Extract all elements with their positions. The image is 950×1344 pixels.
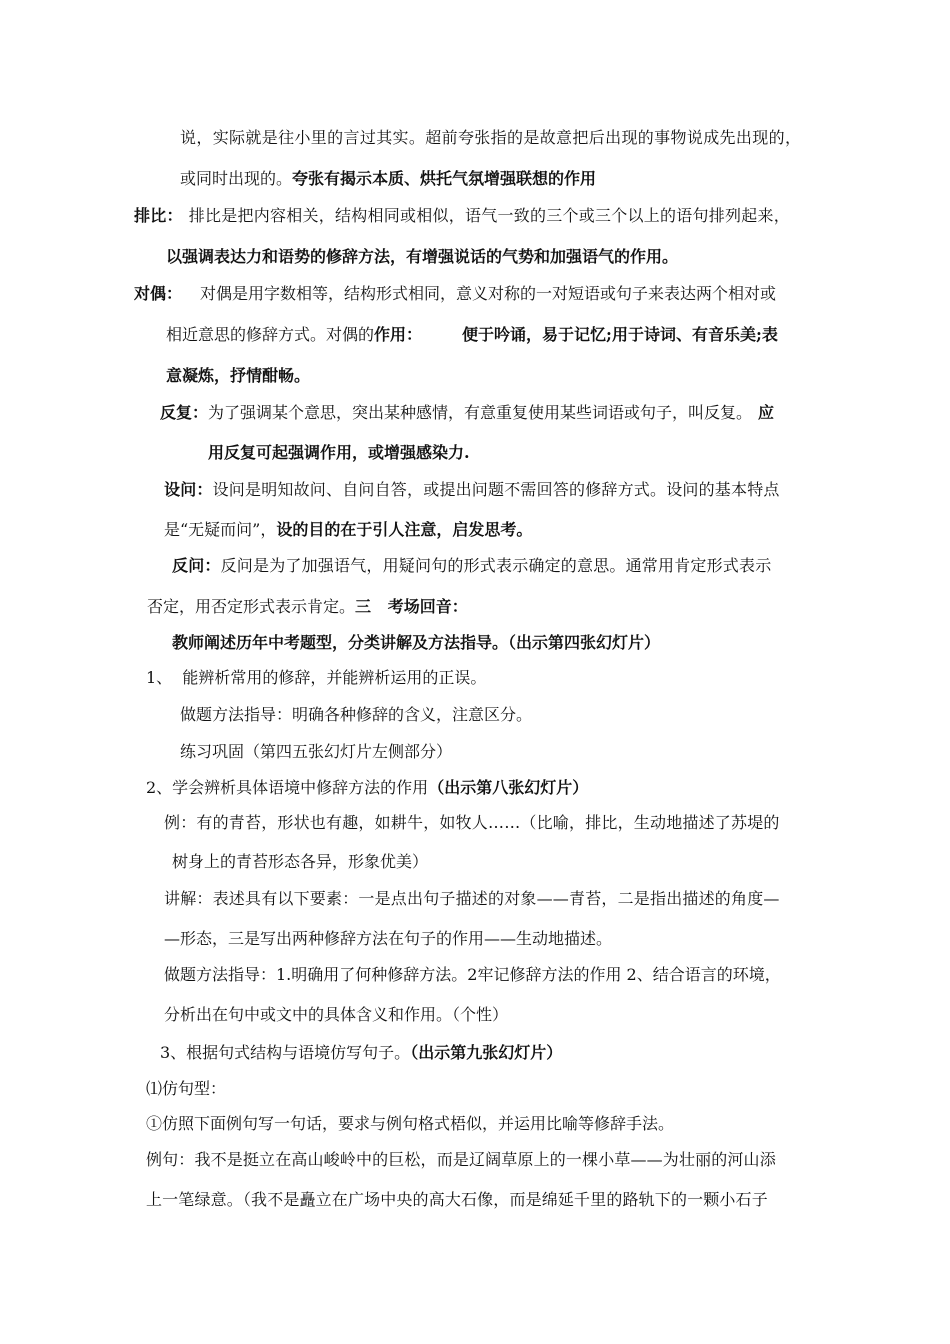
text-span: 反问是为了加强语气，用疑问句的形式表示确定的意思。通常用肯定形式表示 — [220, 556, 772, 575]
text-span: 2、学会辨析具体语境中修辞方法的作用 — [146, 778, 429, 797]
text-line — [146, 1190, 768, 1210]
text-span: 例：有的青苔，形状也有趣，如耕牛，如牧人……（比喻，排比，生动地描述了苏堤的 — [164, 813, 780, 832]
text-span: 设问是明知故问、自问自答，或提出问题不需回答的修辞方式。设问的基本特点 — [212, 480, 780, 499]
bold-text: 意凝炼，抒情酣畅。 — [166, 366, 311, 385]
text-line — [146, 1150, 776, 1170]
bold-text: （出示第八张幻灯片） — [428, 778, 589, 797]
term-fanwen: 反问： — [172, 556, 221, 575]
text-line — [180, 169, 596, 189]
text-line — [146, 1079, 226, 1099]
text-line — [164, 929, 612, 949]
bold-text: 应 — [758, 403, 775, 422]
text-span: 3、根据句式结构与语境仿写句子。 — [160, 1043, 411, 1062]
text-line — [166, 325, 778, 345]
text-span: 1、 能辨析常用的修辞，并能辨析运用的正误。 — [146, 668, 487, 687]
bold-text: 设的目的在于引人注意，启发思考。 — [276, 520, 533, 539]
text-span: 否定，用否定形式表示肯定。 — [147, 597, 356, 616]
text-span: 为了强调某个意思，突出某种感情，有意重复使用某些词语或句子，叫反复。 — [208, 403, 753, 422]
bold-text: 以强调表达力和语势的修辞方法，有增强说话的气势和加强语气的作用。 — [166, 247, 679, 266]
text-line — [146, 668, 486, 688]
bold-text: 夸张有揭示本质、烘托气氛增强联想的作用 — [292, 169, 597, 188]
text-span: 排比是把内容相关，结构相同或相似，语气一致的三个或三个以上的语句排列起来， — [188, 206, 791, 225]
text-span: 做题方法指导：1.明确用了何种修辞方法。2牢记修辞方法的作用 2、结合语言的环境， — [164, 965, 781, 984]
bold-text: （出示第九张幻灯片） — [410, 1043, 563, 1062]
section-heading: 三 考场回音： — [355, 597, 468, 616]
bold-text: 便于吟诵，易于记忆;用于诗词、有音乐美;表 — [462, 325, 778, 344]
text-line — [164, 520, 532, 540]
text-line — [164, 480, 780, 500]
text-span: 树身上的青苔形态各异，形象优美） — [172, 852, 429, 871]
text-line — [164, 965, 781, 985]
text-line — [180, 128, 801, 148]
text-line — [160, 403, 774, 423]
text-span: 讲解：表述具有以下要素：一是点出句子描述的对象——青苔，二是指出描述的角度— — [164, 889, 780, 908]
text-span: 分析出在句中或文中的具体含义和作用。（个性） — [164, 1005, 509, 1024]
text-line — [164, 1005, 508, 1025]
text-line — [166, 366, 310, 386]
text-span: 例句：我不是挺立在高山峻岭中的巨松，而是辽阔草原上的一棵小草——为壮丽的河山添 — [146, 1150, 776, 1169]
text-line — [160, 1043, 562, 1063]
text-span: 上一笔绿意。（我不是矗立在广场中央的高大石像，而是绵延千里的路轨下的一颗小石子 — [146, 1190, 768, 1209]
text-line — [134, 206, 790, 226]
text-span: —形态，三是写出两种修辞方法在句子的作用——生动地描述。 — [164, 929, 613, 948]
text-span: 或同时出现的。 — [180, 169, 293, 188]
text-span: 说，实际就是往小里的言过其实。超前夸张指的是故意把后出现的事物说成先出现的， — [180, 128, 802, 147]
text-line — [147, 597, 468, 617]
text-span: 相近意思的修辞方式。对偶的 — [166, 325, 375, 344]
text-line — [146, 1114, 674, 1134]
text-line — [164, 813, 780, 833]
text-span: 是“无疑而问”， — [164, 520, 277, 539]
text-line — [172, 852, 428, 872]
text-line — [172, 633, 660, 653]
term-duiou: 对偶： — [134, 284, 183, 303]
bold-text: 用反复可起强调作用，或增强感染力. — [208, 443, 470, 462]
text-line — [180, 705, 532, 725]
term-shewen: 设问： — [164, 480, 213, 499]
term-paibi: 排比： — [134, 206, 183, 225]
bold-text: 教师阐述历年中考题型，分类讲解及方法指导。（出示第四张幻灯片） — [172, 633, 661, 652]
text-line — [146, 778, 588, 798]
bold-text: 作用： — [374, 325, 423, 344]
text-line — [164, 889, 780, 909]
text-span: 做题方法指导：明确各种修辞的含义，注意区分。 — [180, 705, 533, 724]
text-line — [208, 443, 470, 463]
text-line — [180, 742, 452, 762]
text-span: ①仿照下面例句写一句话，要求与例句格式梧似，并运用比喻等修辞手法。 — [146, 1114, 675, 1133]
term-fanfu: 反复： — [160, 403, 209, 422]
text-line — [172, 556, 771, 576]
text-span: ⑴仿句型： — [146, 1079, 227, 1098]
text-line — [166, 247, 678, 267]
text-span: 对偶是用字数相等，结构形式相同，意义对称的一对短语或句子来表达两个相对或 — [200, 284, 777, 303]
text-line — [134, 284, 776, 304]
text-span: 练习巩固（第四五张幻灯片左侧部分） — [180, 742, 453, 761]
